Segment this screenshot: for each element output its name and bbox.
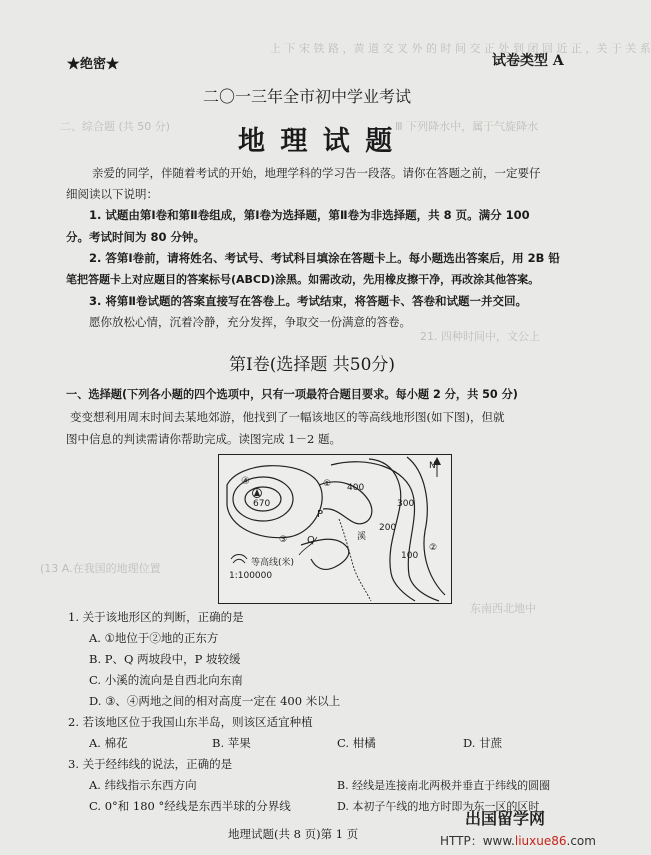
legend-contour-label: 等高线(米) <box>251 558 295 568</box>
bleed-through-text: Ⅲ 下列降水中，属于气旋降水 <box>395 120 539 133</box>
label-marker-2: ② <box>429 543 438 553</box>
exam-title: 二〇一三年全市初中学业考试 <box>203 87 412 106</box>
contour-map <box>218 454 452 604</box>
label-elevation-670: 670 <box>253 499 271 509</box>
question-option: B. 经线是连接南北两极并垂直于纬线的圆圈 <box>337 779 551 792</box>
question-option: C. 柑橘 <box>337 736 376 750</box>
scenario-text: 变变想利用周末时间去某地郊游，他找到了一幅该地区的等高线地形图(如下图)，但就 <box>70 410 505 424</box>
label-elevation-200: 200 <box>379 523 397 533</box>
label-p: P <box>317 509 324 520</box>
intro-wish: 愿你放松心情，沉着冷静，充分发挥，争取交一份满意的答卷。 <box>89 315 411 329</box>
legend-scale: 1:100000 <box>229 571 273 581</box>
question-stem: 2. 若该地区位于我国山东半岛，则该区适宜种植 <box>68 715 313 729</box>
question-option: D. 甘蔗 <box>463 736 503 750</box>
label-elevation-100: 100 <box>401 551 419 561</box>
label-north: N <box>429 461 436 471</box>
section-title: 第Ⅰ卷(选择题 共50分) <box>229 355 396 375</box>
secret-label: ★绝密★ <box>67 57 120 72</box>
paper-type: 试卷类型 A <box>492 53 564 69</box>
intro-greeting: 细阅读以下说明： <box>66 187 158 201</box>
instruction-item: 分。考试时间为 80 分钟。 <box>66 230 206 244</box>
question-option: D. 本初子午线的地方时即为东一区的区时 <box>337 800 540 813</box>
label-stream: 溪 <box>357 532 367 542</box>
watermark-url-accent: liuxue86 <box>514 834 567 848</box>
question-option: B. P、Q 两坡段中，P 坡较缓 <box>89 652 241 666</box>
label-marker-4: ④ <box>241 476 250 487</box>
question-stem: 3. 关于经纬线的说法，正确的是 <box>68 757 233 771</box>
question-option: A. 棉花 <box>89 736 128 750</box>
instruction-item: 笔把答题卡上对应题目的答案标号(ABCD)涂黑。如需改动，先用橡皮擦干净，再改涂其他答案。 <box>66 273 540 286</box>
site-watermark-logo <box>465 806 545 829</box>
question-option: A. ①地位于②地的正东方 <box>89 631 219 645</box>
question-option: D. ③、④两地之间的相对高度一定在 400 米以上 <box>89 694 341 708</box>
scenario-text: 图中信息的判读需请你帮助完成。读图完成 1－2 题。 <box>66 432 341 446</box>
bleed-through-text: 东南西北地中 <box>470 602 536 615</box>
intro-greeting: 亲爱的同学，伴随着考试的开始，地理学科的学习告一段落。请你在答题之前，一定要仔 <box>92 166 541 180</box>
label-marker-3: ③ <box>279 535 288 545</box>
question-stem: 1. 关于该地形区的判断，正确的是 <box>68 610 244 624</box>
label-elevation-300: 300 <box>397 499 415 509</box>
watermark-url <box>440 832 596 849</box>
question-option: B. 苹果 <box>212 736 251 750</box>
bleed-through-text: 21. 四种时间中，文公上 <box>420 330 540 343</box>
page-footer: 地理试题(共 8 页)第 1 页 <box>228 827 359 841</box>
bleed-through-text: (13 A.在我国的地理位置 <box>40 562 161 575</box>
watermark-brand: 出国留学网 <box>465 809 546 828</box>
question-option: C. 小溪的流向是自西北向东南 <box>89 673 243 687</box>
bleed-through-text: 二、综合题 (共 50 分) <box>60 120 171 133</box>
watermark-url-prefix: HTTP：www. <box>440 834 515 848</box>
subject-title: 地 理 试 题 <box>238 126 396 157</box>
watermark-url-suffix: .com <box>566 834 596 848</box>
bleed-through-text: 上 下 宋 铁 路 ，黄 道 交 叉 外 的 时 间 交 正 处 到 闭 回 近 正 ，关 于 关 系 <box>270 42 651 55</box>
question-option: A. 纬线指示东西方向 <box>89 778 197 792</box>
summit-marker <box>253 489 262 498</box>
instruction-item: 2. 答第Ⅰ卷前，请将姓名、考试号、考试科目填涂在答题卡上。每小题选出答案后，用 2B 铅 <box>89 251 560 265</box>
label-elevation-400: 400 <box>347 483 365 493</box>
label-q: Q <box>307 535 315 546</box>
instruction-item: 3. 将第Ⅱ卷试题的答案直接写在答卷上。考试结束，将答题卡、答卷和试题一并交回。 <box>89 294 527 308</box>
question-option: C. 0°和 180 °经线是东西半球的分界线 <box>89 799 291 813</box>
section-instruction: 一、选择题(下列各小题的四个选项中，只有一项最符合题目要求。每小题 2 分，共 50 分) <box>66 388 518 401</box>
label-marker-1: ① <box>323 479 332 489</box>
instruction-item: 1. 试题由第Ⅰ卷和第Ⅱ卷组成，第Ⅰ卷为选择题，第Ⅱ卷为非选择题，共 8 页。满分 100 <box>89 208 530 222</box>
